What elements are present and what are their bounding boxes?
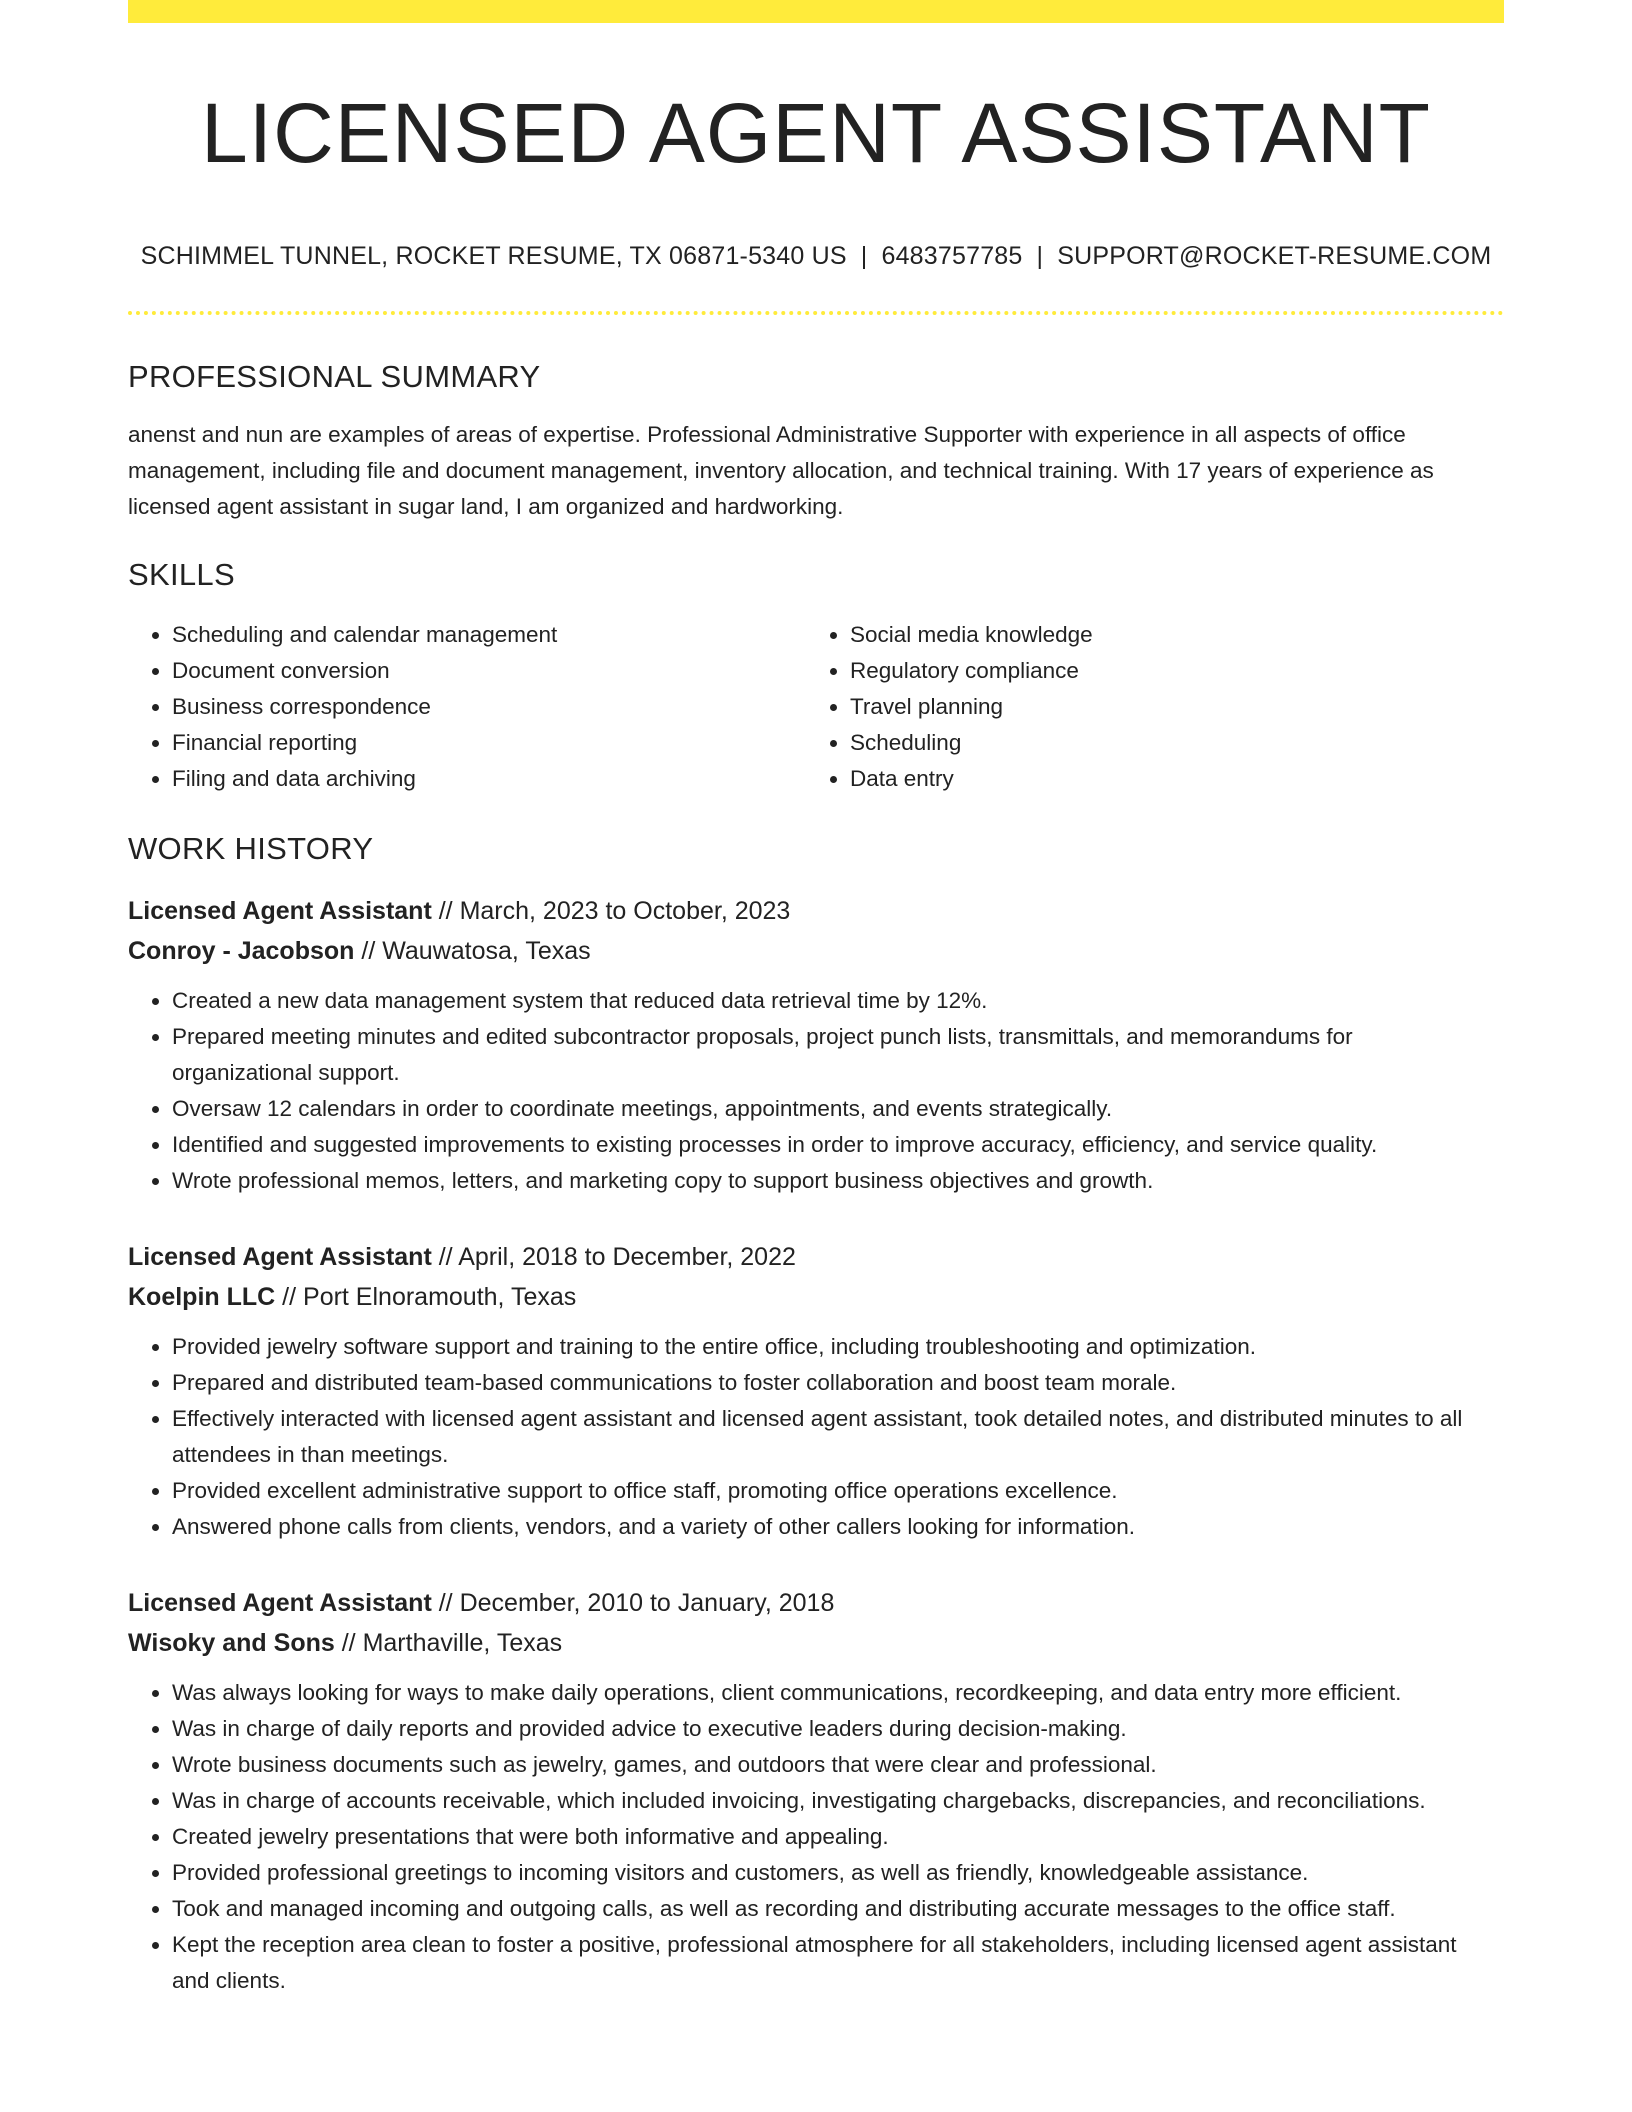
summary-text: anenst and nun are examples of areas of expertise. Professional Administrative Supporter with experience in all aspects of office management, including file and document management, inventory allocation, and technical training. With 17 years of experience as licensed agent assistant in sugar land, I am organized and hardworking.: [128, 422, 1434, 519]
job-title-line: [128, 1583, 1504, 1623]
job-title: Licensed Agent Assistant: [128, 1589, 432, 1617]
contact-separator: |: [860, 242, 868, 270]
job-title-line: [128, 1237, 1504, 1277]
skill-item: • Scheduling and calendar management: [172, 617, 806, 653]
job-separator: //: [431, 1243, 459, 1271]
job-bullet: • Kept the reception area clean to foster a positive, professional atmosphere for all stakeholders, including licensed agent assistant and clients.: [172, 1927, 1504, 1999]
job-title: Licensed Agent Assistant: [128, 897, 432, 925]
contact-email: SUPPORT@ROCKET-RESUME.COM: [1057, 242, 1492, 270]
job-separator: //: [431, 897, 460, 925]
job-bullet: • Prepared and distributed team-based communications to foster collaboration and boost team morale.: [172, 1365, 1504, 1401]
job-bullet: • Answered phone calls from clients, vendors, and a variety of other callers looking for information.: [172, 1509, 1504, 1545]
job-bullet: • Created jewelry presentations that were both informative and appealing.: [172, 1819, 1504, 1855]
job-bullet: • Created a new data management system that reduced data retrieval time by 12%.: [172, 983, 1504, 1019]
job-bullet-list: [128, 1675, 1504, 1999]
dotted-divider: [128, 311, 1504, 315]
contact-separator: |: [1036, 242, 1044, 270]
job-location: Port Elnoramouth, Texas: [303, 1283, 577, 1311]
job-bullet: • Was in charge of daily reports and provided advice to executive leaders during decision-making.: [172, 1711, 1504, 1747]
job-bullet: • Provided excellent administrative support to office staff, promoting office operations excellence.: [172, 1473, 1504, 1509]
job-company-line: [128, 1623, 1504, 1663]
skill-item: • Financial reporting: [172, 725, 806, 761]
contact-address: SCHIMMEL TUNNEL, ROCKET RESUME, TX 06871-5340 US: [140, 242, 847, 270]
work-history-list: [128, 891, 1504, 1999]
job-separator: //: [275, 1283, 304, 1311]
job-company-line: [128, 1277, 1504, 1317]
job-location: Marthaville, Texas: [362, 1629, 563, 1657]
job-separator: //: [431, 1589, 460, 1617]
accent-top-bar: [128, 0, 1504, 23]
job-bullet: • Took and managed incoming and outgoing calls, as well as recording and distributing accurate messages to the office staff.: [172, 1891, 1504, 1927]
job-company: Wisoky and Sons: [128, 1629, 335, 1657]
skills-column-right: [806, 617, 1484, 797]
job-entry: [128, 891, 1504, 1199]
skill-item: • Social media knowledge: [850, 617, 1484, 653]
contact-phone: 6483757785: [881, 242, 1023, 270]
skill-item: • Filing and data archiving: [172, 761, 806, 797]
job-bullet: • Identified and suggested improvements to existing processes in order to improve accuracy, efficiency, and service quality.: [172, 1127, 1504, 1163]
job-separator: //: [354, 937, 383, 965]
job-bullet: • Was always looking for ways to make daily operations, client communications, recordkeeping, and data entry more efficient.: [172, 1675, 1504, 1711]
job-title-line: [128, 891, 1504, 931]
contact-line: [128, 241, 1504, 271]
job-entry: [128, 1237, 1504, 1545]
summary-heading: PROFESSIONAL SUMMARY: [128, 359, 541, 394]
job-bullet-list: [128, 1329, 1504, 1545]
skill-item: • Data entry: [850, 761, 1484, 797]
skill-item: • Travel planning: [850, 689, 1484, 725]
job-entry: [128, 1583, 1504, 1999]
skills-grid: [128, 617, 1504, 797]
job-bullet: • Effectively interacted with licensed agent assistant and licensed agent assistant, took detailed notes, and distributed minutes to all attendees in than meetings.: [172, 1401, 1504, 1473]
resume-name: LICENSED AGENT ASSISTANT: [201, 86, 1431, 180]
job-bullet: • Provided professional greetings to incoming visitors and customers, as well as friendly, knowledgeable assistance.: [172, 1855, 1504, 1891]
job-company: Conroy - Jacobson: [128, 937, 355, 965]
skill-item: • Regulatory compliance: [850, 653, 1484, 689]
skill-item: • Document conversion: [172, 653, 806, 689]
job-dates: December, 2010 to January, 2018: [459, 1589, 835, 1617]
job-dates: March, 2023 to October, 2023: [459, 897, 791, 925]
job-company: Koelpin LLC: [128, 1283, 276, 1311]
skills-column-left: [128, 617, 806, 797]
resume-page: [128, 0, 1504, 1999]
job-bullet: • Was in charge of accounts receivable, which included invoicing, investigating chargebacks, discrepancies, and reconciliations.: [172, 1783, 1504, 1819]
job-bullet: • Wrote business documents such as jewelry, games, and outdoors that were clear and professional.: [172, 1747, 1504, 1783]
job-separator: //: [334, 1629, 363, 1657]
skill-item: • Business correspondence: [172, 689, 806, 725]
work-history-heading: WORK HISTORY: [128, 831, 374, 866]
job-company-line: [128, 931, 1504, 971]
job-dates: April, 2018 to December, 2022: [458, 1243, 796, 1271]
job-bullet: • Prepared meeting minutes and edited subcontractor proposals, project punch lists, transmittals, and memorandums for organizational support.: [172, 1019, 1504, 1091]
job-title: Licensed Agent Assistant: [128, 1243, 432, 1271]
skills-heading: SKILLS: [128, 557, 235, 592]
job-bullet: • Wrote professional memos, letters, and marketing copy to support business objectives and growth.: [172, 1163, 1504, 1199]
job-bullet-list: [128, 983, 1504, 1199]
job-location: Wauwatosa, Texas: [382, 937, 591, 965]
skill-item: • Scheduling: [850, 725, 1484, 761]
job-bullet: • Provided jewelry software support and training to the entire office, including troubleshooting and optimization.: [172, 1329, 1504, 1365]
job-bullet: • Oversaw 12 calendars in order to coordinate meetings, appointments, and events strategically.: [172, 1091, 1504, 1127]
